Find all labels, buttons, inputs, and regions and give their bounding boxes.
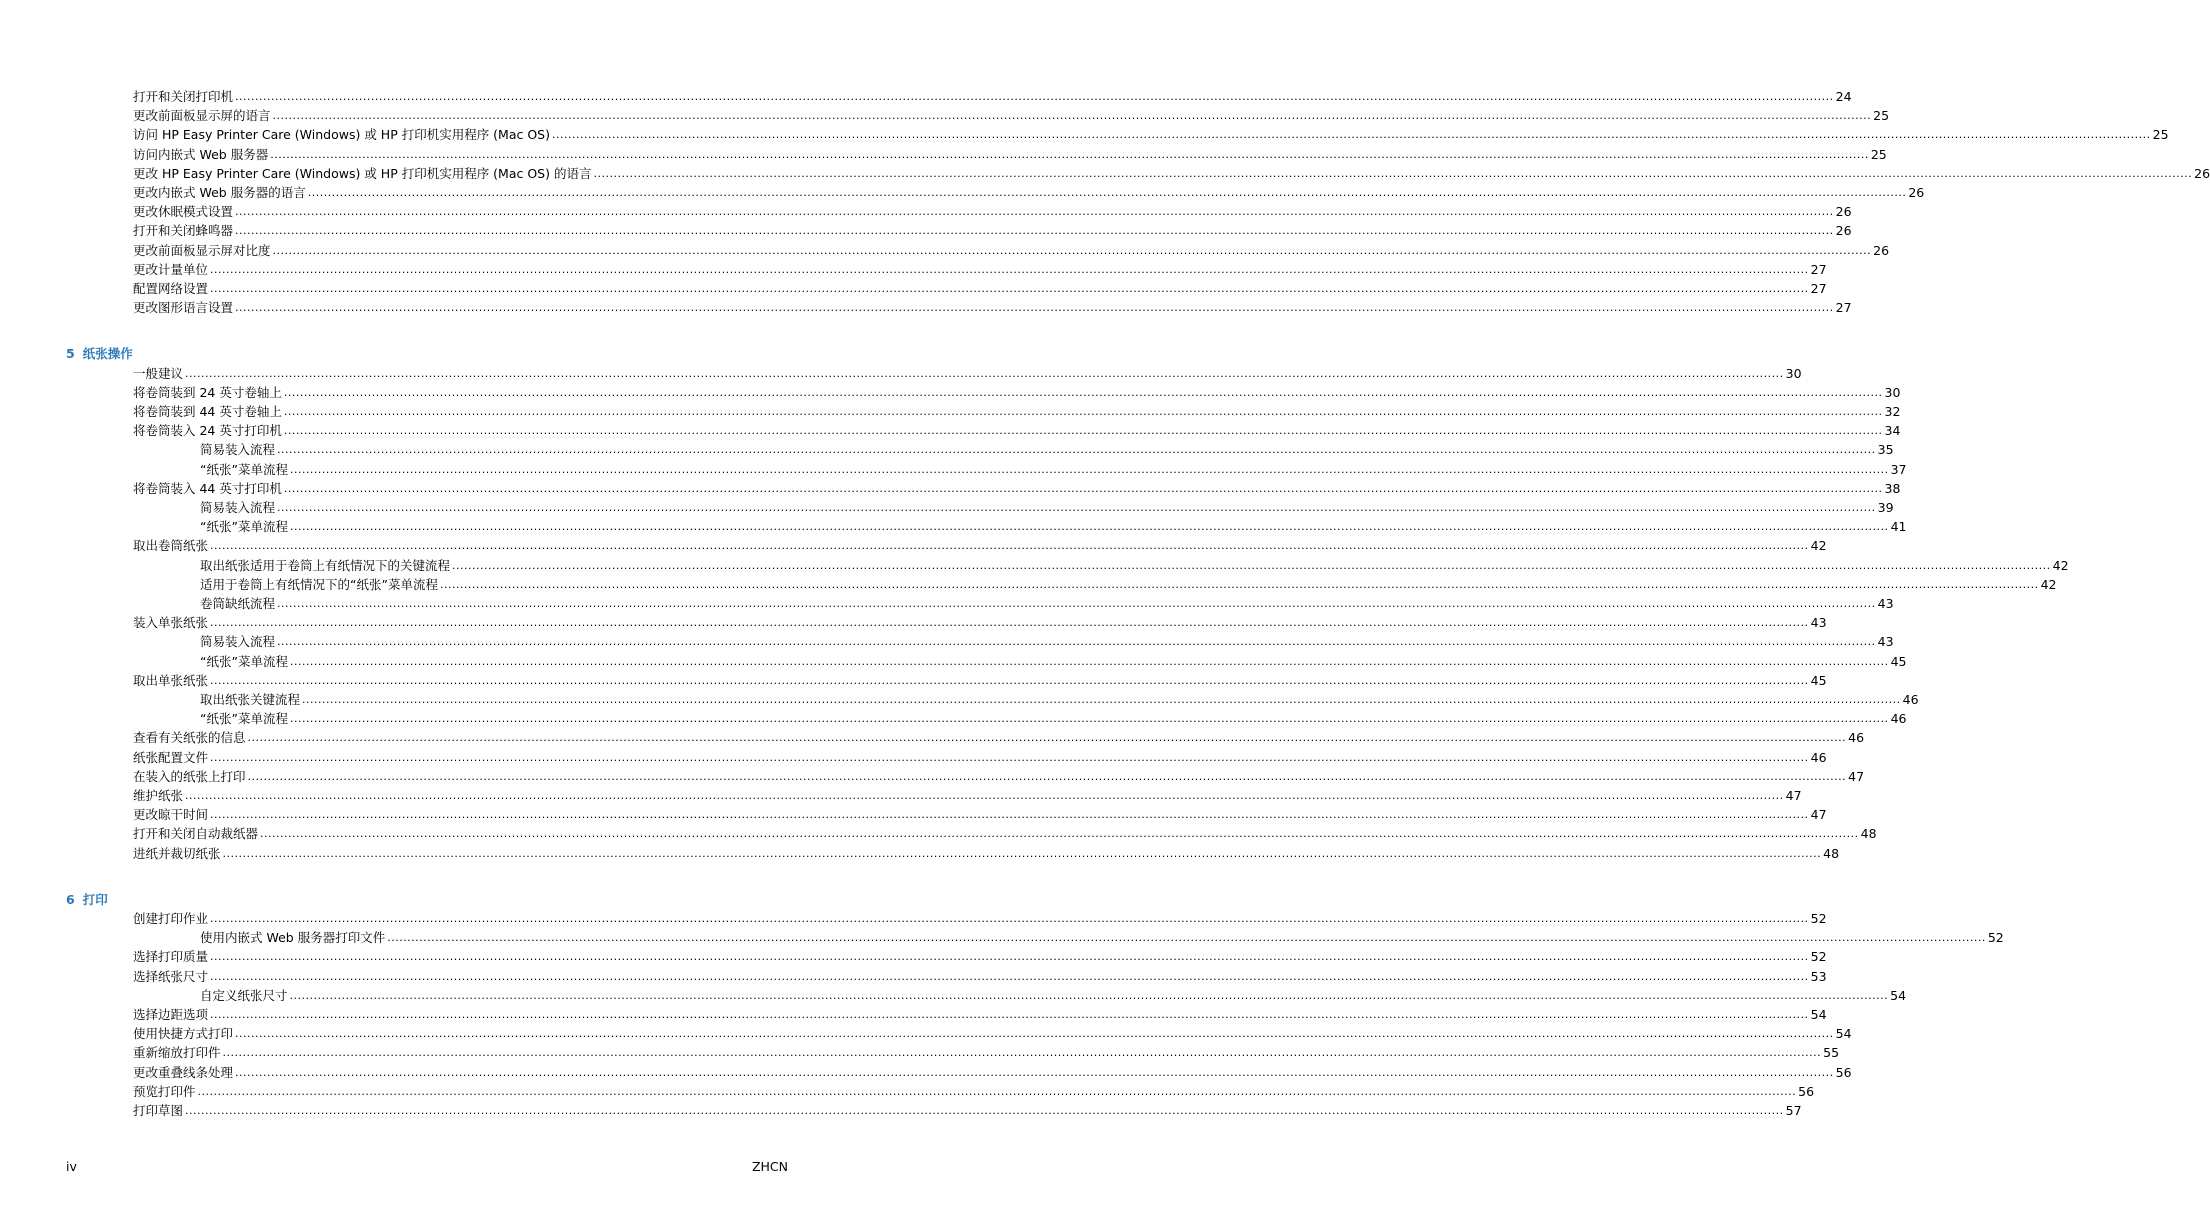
toc-entry[interactable]: [133, 383, 1901, 402]
chapter-heading[interactable]: [66, 890, 108, 909]
toc-entry-title: 简易装入流程: [200, 442, 276, 457]
dot-leader: ................................................................................................................................................................................................................................................................................................................................................................................................................: [235, 205, 1834, 218]
toc-entry-page-number: 27: [1810, 262, 1827, 277]
toc-entry[interactable]: [133, 421, 1901, 440]
toc-entry-page-number: 24: [1835, 89, 1852, 104]
dot-leader: ................................................................................................................................................................................................................................................................................................................................................................................................................: [210, 539, 1809, 552]
toc-entry-title: 更改图形语言设置: [133, 300, 234, 315]
dot-leader: ................................................................................................................................................................................................................................................................................................................................................................................................................: [277, 597, 1876, 610]
toc-entry[interactable]: [133, 786, 1802, 805]
toc-subentry[interactable]: [200, 460, 1907, 479]
toc-entry-title: 打印草图: [133, 1103, 184, 1118]
dot-leader: ................................................................................................................................................................................................................................................................................................................................................................................................................: [272, 109, 1872, 122]
toc-entry-title: 一般建议: [133, 366, 184, 381]
toc-entry[interactable]: [133, 728, 1865, 747]
toc-entry-page-number: 45: [1810, 673, 1827, 688]
toc-entry[interactable]: [133, 1082, 1815, 1101]
toc-entry-page-number: 48: [1860, 826, 1877, 841]
toc-entry-page-number: 43: [1877, 596, 1894, 611]
toc-entry[interactable]: [133, 106, 1890, 125]
toc-entry[interactable]: [133, 947, 1827, 966]
toc-entry-page-number: 52: [1810, 949, 1827, 964]
dot-leader: ................................................................................................................................................................................................................................................................................................................................................................................................................: [210, 970, 1809, 983]
toc-entry-title: 将卷筒装到 24 英寸卷轴上: [133, 385, 282, 400]
toc-entry[interactable]: [133, 1005, 1827, 1024]
dot-leader: ................................................................................................................................................................................................................................................................................................................................................................................................................: [307, 186, 1907, 199]
dot-leader: ................................................................................................................................................................................................................................................................................................................................................................................................................: [593, 167, 2193, 180]
toc-entry-title: 更改休眠模式设置: [133, 204, 234, 219]
toc-entry[interactable]: [133, 402, 1901, 421]
dot-leader: ................................................................................................................................................................................................................................................................................................................................................................................................................: [277, 501, 1876, 514]
chapter-number: 6: [66, 892, 75, 907]
toc-entry-title: 访问 HP Easy Printer Care (Windows) 或 HP 打印机实用程序 (Mac OS): [133, 127, 550, 142]
toc-entry-title: 自定义纸张尺寸: [200, 988, 288, 1003]
toc-entry-page-number: 47: [1810, 807, 1827, 822]
dot-leader: ................................................................................................................................................................................................................................................................................................................................................................................................................: [210, 616, 1809, 629]
toc-entry[interactable]: [133, 298, 1852, 317]
toc-entry-title: 更改计量单位: [133, 262, 209, 277]
toc-entry[interactable]: [133, 1024, 1852, 1043]
toc-entry-title: 访问内嵌式 Web 服务器: [133, 147, 269, 162]
toc-subentry[interactable]: [200, 709, 1907, 728]
dot-leader: ................................................................................................................................................................................................................................................................................................................................................................................................................: [185, 367, 1784, 380]
toc-entry-page-number: 25: [1870, 147, 1887, 162]
toc-entry-page-number: 27: [1835, 300, 1852, 315]
dot-leader: ................................................................................................................................................................................................................................................................................................................................................................................................................: [260, 827, 1859, 840]
toc-entry[interactable]: [133, 221, 1852, 240]
dot-leader: ................................................................................................................................................................................................................................................................................................................................................................................................................: [210, 808, 1809, 821]
toc-entry-title: 更改前面板显示屏的语言: [133, 108, 271, 123]
toc-entry-title: 进纸并裁切纸张: [133, 846, 221, 861]
dot-leader: ................................................................................................................................................................................................................................................................................................................................................................................................................: [387, 931, 1986, 944]
footer-language-code: ZHCN: [751, 1159, 788, 1174]
toc-subentry[interactable]: [200, 690, 1919, 709]
dot-leader: ................................................................................................................................................................................................................................................................................................................................................................................................................: [210, 751, 1809, 764]
toc-entry[interactable]: [133, 241, 1890, 260]
chapter-heading[interactable]: [66, 344, 133, 363]
toc-subentry[interactable]: [200, 440, 1894, 459]
toc-entry-page-number: 55: [1823, 1045, 1840, 1060]
toc-entry-page-number: 26: [1873, 243, 1890, 258]
toc-entry-title: 将卷筒装入 44 英寸打印机: [133, 481, 282, 496]
toc-entry-page-number: 52: [1810, 911, 1827, 926]
toc-entry-page-number: 56: [1835, 1065, 1852, 1080]
dot-leader: ................................................................................................................................................................................................................................................................................................................................................................................................................: [277, 635, 1876, 648]
toc-subentry[interactable]: [200, 632, 1894, 651]
toc-entry-title: 更改重叠线条处理: [133, 1065, 234, 1080]
toc-subentry[interactable]: [200, 652, 1907, 671]
toc-entry-title: 简易装入流程: [200, 634, 276, 649]
toc-entry-title: 更改内嵌式 Web 服务器的语言: [133, 185, 306, 200]
toc-entry-title: 打开和关闭自动裁纸器: [133, 826, 259, 841]
toc-entry-page-number: 42: [2052, 558, 2069, 573]
toc-entry-title: 将卷筒装到 44 英寸卷轴上: [133, 404, 282, 419]
toc-entry-title: “纸张”菜单流程: [200, 711, 288, 726]
toc-entry[interactable]: [133, 671, 1827, 690]
dot-leader: ................................................................................................................................................................................................................................................................................................................................................................................................................: [289, 520, 1889, 533]
toc-entry[interactable]: [133, 164, 2210, 183]
toc-entry-title: “纸张”菜单流程: [200, 519, 288, 534]
toc-entry-page-number: 39: [1877, 500, 1894, 515]
toc-entry-page-number: 25: [1873, 108, 1890, 123]
toc-entry-page-number: 45: [1890, 654, 1907, 669]
dot-leader: ................................................................................................................................................................................................................................................................................................................................................................................................................: [210, 282, 1809, 295]
toc-entry[interactable]: [133, 1101, 1802, 1120]
toc-entry-title: 预览打印件: [133, 1084, 196, 1099]
toc-entry-title: 重新缩放打印件: [133, 1045, 221, 1060]
toc-entry-title: 使用快捷方式打印: [133, 1026, 234, 1041]
toc-entry-title: 维护纸张: [133, 788, 184, 803]
toc-entry[interactable]: [133, 967, 1827, 986]
toc-entry-page-number: 54: [1890, 988, 1907, 1003]
dot-leader: ................................................................................................................................................................................................................................................................................................................................................................................................................: [210, 912, 1809, 925]
toc-entry-page-number: 46: [1902, 692, 1919, 707]
toc-entry-title: 纸张配置文件: [133, 750, 209, 765]
dot-leader: ................................................................................................................................................................................................................................................................................................................................................................................................................: [289, 989, 1889, 1002]
toc-entry-page-number: 43: [1810, 615, 1827, 630]
toc-entry-page-number: 37: [1890, 462, 1907, 477]
toc-entry[interactable]: [133, 909, 1827, 928]
toc-entry-title: 打开和关闭蜂鸣器: [133, 223, 234, 238]
toc-entry[interactable]: [133, 279, 1827, 298]
dot-leader: ................................................................................................................................................................................................................................................................................................................................................................................................................: [277, 443, 1876, 456]
toc-entry-page-number: 43: [1877, 634, 1894, 649]
dot-leader: ................................................................................................................................................................................................................................................................................................................................................................................................................: [210, 263, 1809, 276]
toc-entry-page-number: 56: [1798, 1084, 1815, 1099]
toc-subentry[interactable]: [200, 556, 2069, 575]
toc-entry-page-number: 42: [1810, 538, 1827, 553]
toc-entry-page-number: 34: [1884, 423, 1901, 438]
toc-entry[interactable]: [133, 479, 1901, 498]
toc-entry-title: 简易装入流程: [200, 500, 276, 515]
toc-entry-title: 取出纸张适用于卷筒上有纸情况下的关键流程: [200, 558, 451, 573]
toc-subentry[interactable]: [200, 594, 1894, 613]
dot-leader: ................................................................................................................................................................................................................................................................................................................................................................................................................: [197, 1085, 1797, 1098]
dot-leader: ................................................................................................................................................................................................................................................................................................................................................................................................................: [302, 693, 1901, 706]
dot-leader: ................................................................................................................................................................................................................................................................................................................................................................................................................: [235, 90, 1834, 103]
toc-subentry[interactable]: [200, 517, 1907, 536]
toc-entry-title: 将卷筒装入 24 英寸打印机: [133, 423, 282, 438]
dot-leader: ................................................................................................................................................................................................................................................................................................................................................................................................................: [439, 578, 2039, 591]
toc-entry-page-number: 46: [1810, 750, 1827, 765]
toc-entry[interactable]: [133, 145, 1887, 164]
toc-entry-page-number: 26: [1835, 204, 1852, 219]
toc-entry-title: 选择边距选项: [133, 1007, 209, 1022]
toc-entry-page-number: 42: [2040, 577, 2057, 592]
toc-entry-page-number: 26: [1908, 185, 1925, 200]
dot-leader: ................................................................................................................................................................................................................................................................................................................................................................................................................: [222, 847, 1822, 860]
toc-entry[interactable]: [133, 767, 1865, 786]
toc-entry-title: 取出纸张关键流程: [200, 692, 301, 707]
dot-leader: ................................................................................................................................................................................................................................................................................................................................................................................................................: [452, 559, 2051, 572]
toc-entry-page-number: 35: [1877, 442, 1894, 457]
dot-leader: ................................................................................................................................................................................................................................................................................................................................................................................................................: [289, 712, 1889, 725]
toc-entry[interactable]: [133, 183, 1925, 202]
toc-entry[interactable]: [133, 87, 1852, 106]
chapter-number: 5: [66, 346, 75, 361]
toc-entry-title: 使用内嵌式 Web 服务器打印文件: [200, 930, 386, 945]
dot-leader: ................................................................................................................................................................................................................................................................................................................................................................................................................: [235, 301, 1834, 314]
toc-entry-title: 取出单张纸张: [133, 673, 209, 688]
toc-entry-title: 创建打印作业: [133, 911, 209, 926]
toc-entry-title: 选择纸张尺寸: [133, 969, 209, 984]
toc-entry-page-number: 52: [1987, 930, 2004, 945]
toc-entry-title: “纸张”菜单流程: [200, 462, 288, 477]
dot-leader: ................................................................................................................................................................................................................................................................................................................................................................................................................: [235, 1066, 1834, 1079]
chapter-title: 纸张操作: [82, 346, 133, 361]
toc-entry-title: 卷筒缺纸流程: [200, 596, 276, 611]
toc-entry-page-number: 30: [1785, 366, 1802, 381]
toc-entry-page-number: 53: [1810, 969, 1827, 984]
dot-leader: ................................................................................................................................................................................................................................................................................................................................................................................................................: [283, 482, 1883, 495]
dot-leader: ................................................................................................................................................................................................................................................................................................................................................................................................................: [289, 463, 1889, 476]
toc-subentry[interactable]: [200, 575, 2057, 594]
toc-entry[interactable]: [133, 1063, 1852, 1082]
dot-leader: ................................................................................................................................................................................................................................................................................................................................................................................................................: [247, 731, 1847, 744]
dot-leader: ................................................................................................................................................................................................................................................................................................................................................................................................................: [210, 1008, 1809, 1021]
toc-entry-page-number: 54: [1835, 1026, 1852, 1041]
dot-leader: ................................................................................................................................................................................................................................................................................................................................................................................................................: [272, 244, 1872, 257]
toc-entry-page-number: 46: [1848, 730, 1865, 745]
dot-leader: ................................................................................................................................................................................................................................................................................................................................................................................................................: [210, 674, 1809, 687]
footer-page-number: iv: [66, 1159, 77, 1174]
toc-entry-page-number: 48: [1823, 846, 1840, 861]
toc-entry-page-number: 25: [2152, 127, 2169, 142]
chapter-title: 打印: [82, 892, 108, 907]
toc-subentry[interactable]: [200, 498, 1894, 517]
toc-entry-page-number: 41: [1890, 519, 1907, 534]
toc-entry[interactable]: [133, 748, 1827, 767]
dot-leader: ................................................................................................................................................................................................................................................................................................................................................................................................................: [185, 789, 1784, 802]
dot-leader: ................................................................................................................................................................................................................................................................................................................................................................................................................: [283, 424, 1883, 437]
dot-leader: ................................................................................................................................................................................................................................................................................................................................................................................................................: [283, 405, 1883, 418]
toc-entry[interactable]: [133, 202, 1852, 221]
dot-leader: ................................................................................................................................................................................................................................................................................................................................................................................................................: [235, 1027, 1834, 1040]
dot-leader: ................................................................................................................................................................................................................................................................................................................................................................................................................: [222, 1046, 1822, 1059]
toc-entry-title: 配置网络设置: [133, 281, 209, 296]
toc-entry-title: 装入单张纸张: [133, 615, 209, 630]
toc-entry-title: 更改晾干时间: [133, 807, 209, 822]
toc-entry-page-number: 57: [1785, 1103, 1802, 1118]
toc-entry-title: 更改前面板显示屏对比度: [133, 243, 271, 258]
toc-entry-title: 打开和关闭打印机: [133, 89, 234, 104]
dot-leader: ................................................................................................................................................................................................................................................................................................................................................................................................................: [185, 1104, 1784, 1117]
toc-entry[interactable]: [133, 824, 1877, 843]
toc-entry-page-number: 38: [1884, 481, 1901, 496]
toc-entry-page-number: 26: [2194, 166, 2210, 181]
toc-entry[interactable]: [133, 260, 1827, 279]
dot-leader: ................................................................................................................................................................................................................................................................................................................................................................................................................: [235, 224, 1834, 237]
dot-leader: ................................................................................................................................................................................................................................................................................................................................................................................................................: [552, 128, 2151, 141]
toc-entry-page-number: 30: [1884, 385, 1901, 400]
toc-entry-page-number: 46: [1890, 711, 1907, 726]
toc-subentry[interactable]: [200, 928, 2004, 947]
toc-entry-title: “纸张”菜单流程: [200, 654, 288, 669]
toc-subentry[interactable]: [200, 986, 1907, 1005]
dot-leader: ................................................................................................................................................................................................................................................................................................................................................................................................................: [270, 148, 1869, 161]
toc-entry[interactable]: [133, 364, 1802, 383]
toc-entry-title: 在装入的纸张上打印: [133, 769, 246, 784]
toc-entry-title: 选择打印质量: [133, 949, 209, 964]
toc-entry[interactable]: [133, 844, 1840, 863]
dot-leader: ................................................................................................................................................................................................................................................................................................................................................................................................................: [289, 655, 1889, 668]
toc-entry[interactable]: [133, 1043, 1840, 1062]
toc-entry-page-number: 27: [1810, 281, 1827, 296]
toc-entry-title: 取出卷筒纸张: [133, 538, 209, 553]
toc-entry[interactable]: [133, 805, 1827, 824]
toc-entry-page-number: 26: [1835, 223, 1852, 238]
toc-entry-page-number: 54: [1810, 1007, 1827, 1022]
toc-entry-page-number: 47: [1785, 788, 1802, 803]
toc-entry-page-number: 32: [1884, 404, 1901, 419]
toc-entry-page-number: 47: [1848, 769, 1865, 784]
toc-entry[interactable]: [133, 613, 1827, 632]
toc-entry-title: 查看有关纸张的信息: [133, 730, 246, 745]
toc-entry[interactable]: [133, 125, 2169, 144]
toc-entry-title: 适用于卷筒上有纸情况下的“纸张”菜单流程: [200, 577, 438, 592]
dot-leader: ................................................................................................................................................................................................................................................................................................................................................................................................................: [210, 950, 1809, 963]
toc-entry-title: 更改 HP Easy Printer Care (Windows) 或 HP 打印机实用程序 (Mac OS) 的语言: [133, 166, 592, 181]
dot-leader: ................................................................................................................................................................................................................................................................................................................................................................................................................: [247, 770, 1847, 783]
dot-leader: ................................................................................................................................................................................................................................................................................................................................................................................................................: [283, 386, 1883, 399]
toc-entry[interactable]: [133, 536, 1827, 555]
